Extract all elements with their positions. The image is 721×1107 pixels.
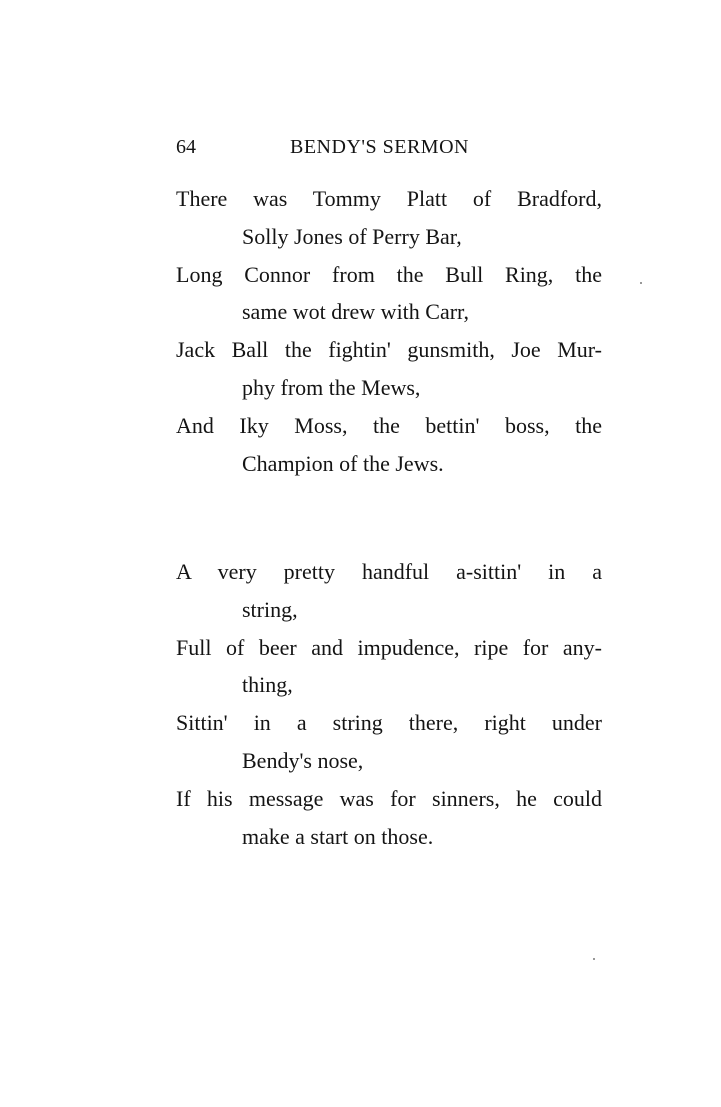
stanza-1 xyxy=(176,180,602,482)
verse-line: Jack Ball the fightin' gunsmith, Joe Mur- xyxy=(176,337,602,363)
verse-line: There was Tommy Platt of Bradford, xyxy=(176,186,602,211)
verse-line: Solly Jones of Perry Bar, xyxy=(242,223,462,249)
verse-line: Champion of the Jews. xyxy=(242,450,444,476)
page-number: 64 xyxy=(176,136,196,158)
verse-line: Bendy's nose, xyxy=(242,747,364,773)
verse-line: A very pretty handful a-sittin' in a xyxy=(176,559,602,584)
verse-line: make a start on those. xyxy=(242,823,434,849)
verse-line: string, xyxy=(242,596,298,622)
paper-speck xyxy=(640,282,642,284)
verse-line: If his message was for sinners, he could xyxy=(176,785,602,811)
paper-speck xyxy=(593,958,595,960)
verse-line: thing, xyxy=(242,672,293,698)
stanza-2 xyxy=(176,553,602,855)
verse-line: Sittin' in a string there, right under xyxy=(176,710,602,736)
verse-line: Long Connor from the Bull Ring, the xyxy=(176,261,602,287)
verse-line: phy from the Mews, xyxy=(242,374,421,400)
running-title: BENDY'S SERMON xyxy=(290,136,469,158)
verse-line: And Iky Moss, the bettin' boss, the xyxy=(176,412,602,438)
verse-line: same wot drew with Carr, xyxy=(242,299,470,325)
running-head xyxy=(176,134,604,160)
verse-line: Full of beer and impudence, ripe for any- xyxy=(176,634,602,660)
